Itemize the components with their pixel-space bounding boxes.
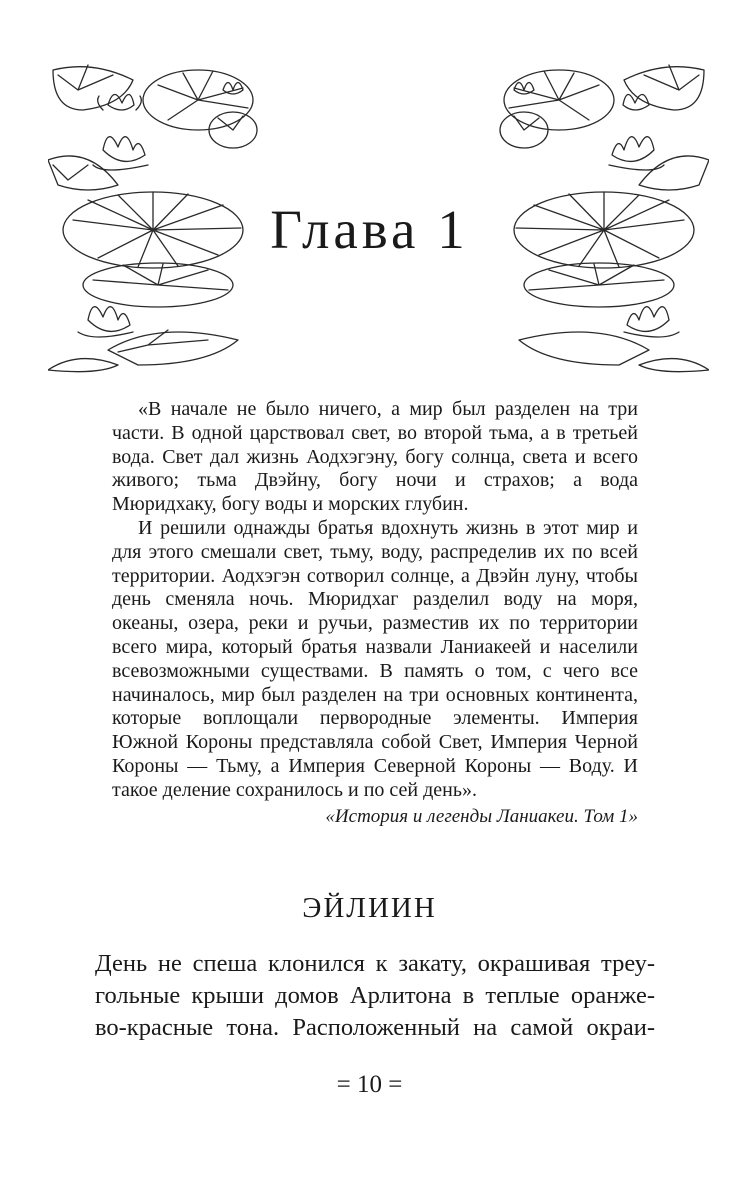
body-line: во-красные тона. Расположенный на самой окраи- (95, 1014, 655, 1041)
body-text (95, 948, 655, 1044)
body-line: День не спеша клонился к закату, окрашивая треу- (95, 950, 655, 977)
body-line: гольные крыши домов Арлитона в теплые оранже- (95, 982, 655, 1009)
epigraph-paragraph: «В начале не было ничего, а мир был разделен на три части. В одной царствовал свет, во второй тьма, а в третьей вода. Свет дал жизнь Аодхэгэну, богу солнца, света и всего живого; тьма Двэйну, богу ночи и страхов; а вода Мюридхаку, богу воды и морских глубин. (112, 398, 638, 516)
chapter-title: Глава 1 (270, 199, 469, 260)
epigraph-paragraph: И решили однажды братья вдохнуть жизнь в этот мир и для этого смешали свет, тьму, воду, распределив их по всей территории. Аодхэгэн сотворил солнце, а Двэйн луну, чтобы день сменяла ночь. Мюридхаг разделил воду на моря, океаны, озера, реки и ручьи, разместив их по территории всего мира, который братья назвали Ланиакеей и населили всевозможными существами. В память о том, с чего все начиналось, мир был разделен на три основных континента, которые воплощали первородные элементы. Империя Южной Короны представляла собой Свет, Империя Черной Короны — Тьму, а Империя Северной Короны — Воду. И такое деление сохранилось и по сей день». (112, 516, 638, 801)
page-number: = 10 = (336, 1071, 403, 1098)
epigraph (112, 398, 638, 829)
section-heading: ЭЙЛИИН (302, 892, 437, 924)
epigraph-source: «История и легенды Ланиакеи. Том 1» (325, 805, 638, 827)
